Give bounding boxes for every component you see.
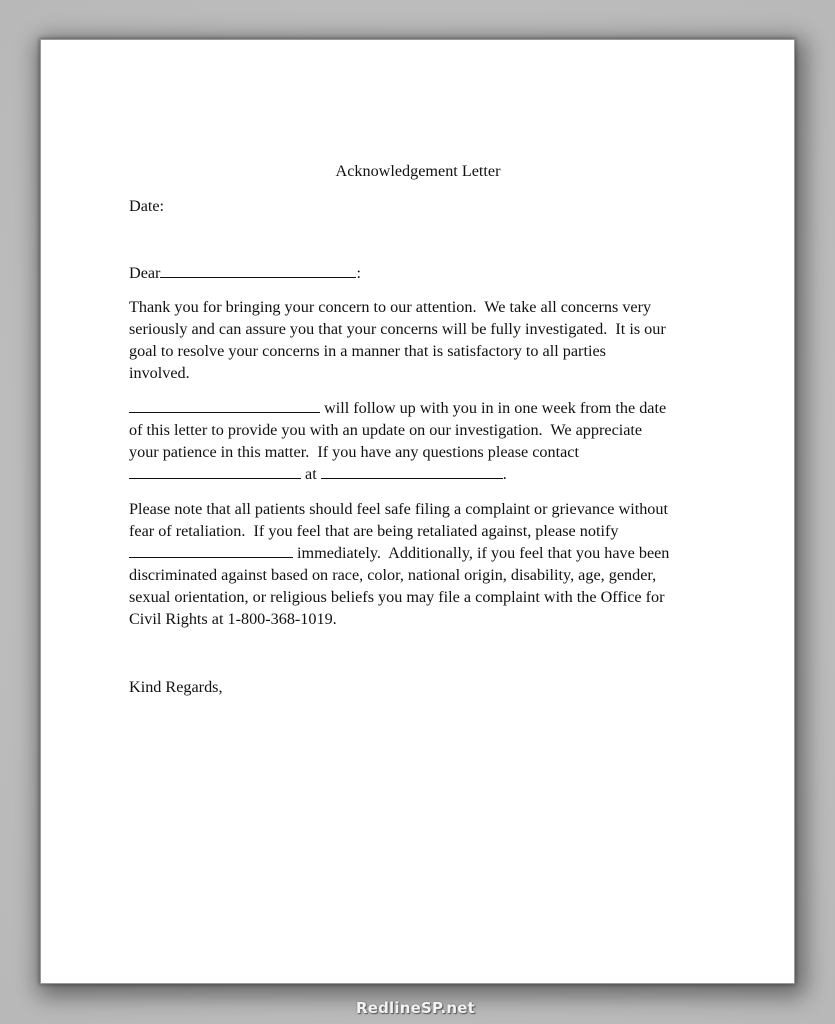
letter-title: Acknowledgement Letter [335,162,501,180]
paragraph-line: Please note that all patients should feel safe filing a complaint or grievance without [129,500,668,518]
paragraph-line [129,542,669,564]
paragraph-text: immediately. Additionally, if you feel that you have been [293,544,670,562]
paragraph-line [129,463,507,485]
paragraph-text: will follow up with you in in one week from the date [320,399,667,417]
salutation [129,262,361,284]
follow-up-person-blank[interactable] [129,397,320,413]
closing: Kind Regards, [129,678,223,696]
salutation-suffix: : [356,264,361,282]
paragraph-line: goal to resolve your concerns in a manner that is satisfactory to all parties [129,342,606,360]
paragraph-text: . [502,465,507,483]
contact-info-blank[interactable] [321,463,503,479]
recipient-name-blank[interactable] [160,262,356,278]
paragraph-line [129,397,666,419]
letter-page [40,39,795,984]
date-label: Date: [129,197,165,215]
paragraph-line: Civil Rights at 1-800-368-1019. [129,610,337,628]
watermark: RedlineSP.net [356,999,475,1017]
paragraph-text: at [301,465,321,483]
paragraph-line: your patience in this matter. If you have any questions please contact [129,443,579,461]
paragraph-line: sexual orientation, or religious beliefs you may file a complaint with the Office for [129,588,665,606]
paragraph-line: involved. [129,364,190,382]
notify-person-blank[interactable] [129,542,293,558]
paragraph-line: seriously and can assure you that your concerns will be fully investigated. It is our [129,320,666,338]
paragraph-line: fear of retaliation. If you feel that are being retaliated against, please notify [129,522,619,540]
paragraph-line: Thank you for bringing your concern to our attention. We take all concerns very [129,298,652,316]
paragraph-line: of this letter to provide you with an update on our investigation. We appreciate [129,421,643,439]
contact-name-blank[interactable] [129,463,301,479]
paragraph-line: discriminated against based on race, color, national origin, disability, age, gender, [129,566,657,584]
salutation-prefix: Dear [129,264,161,282]
